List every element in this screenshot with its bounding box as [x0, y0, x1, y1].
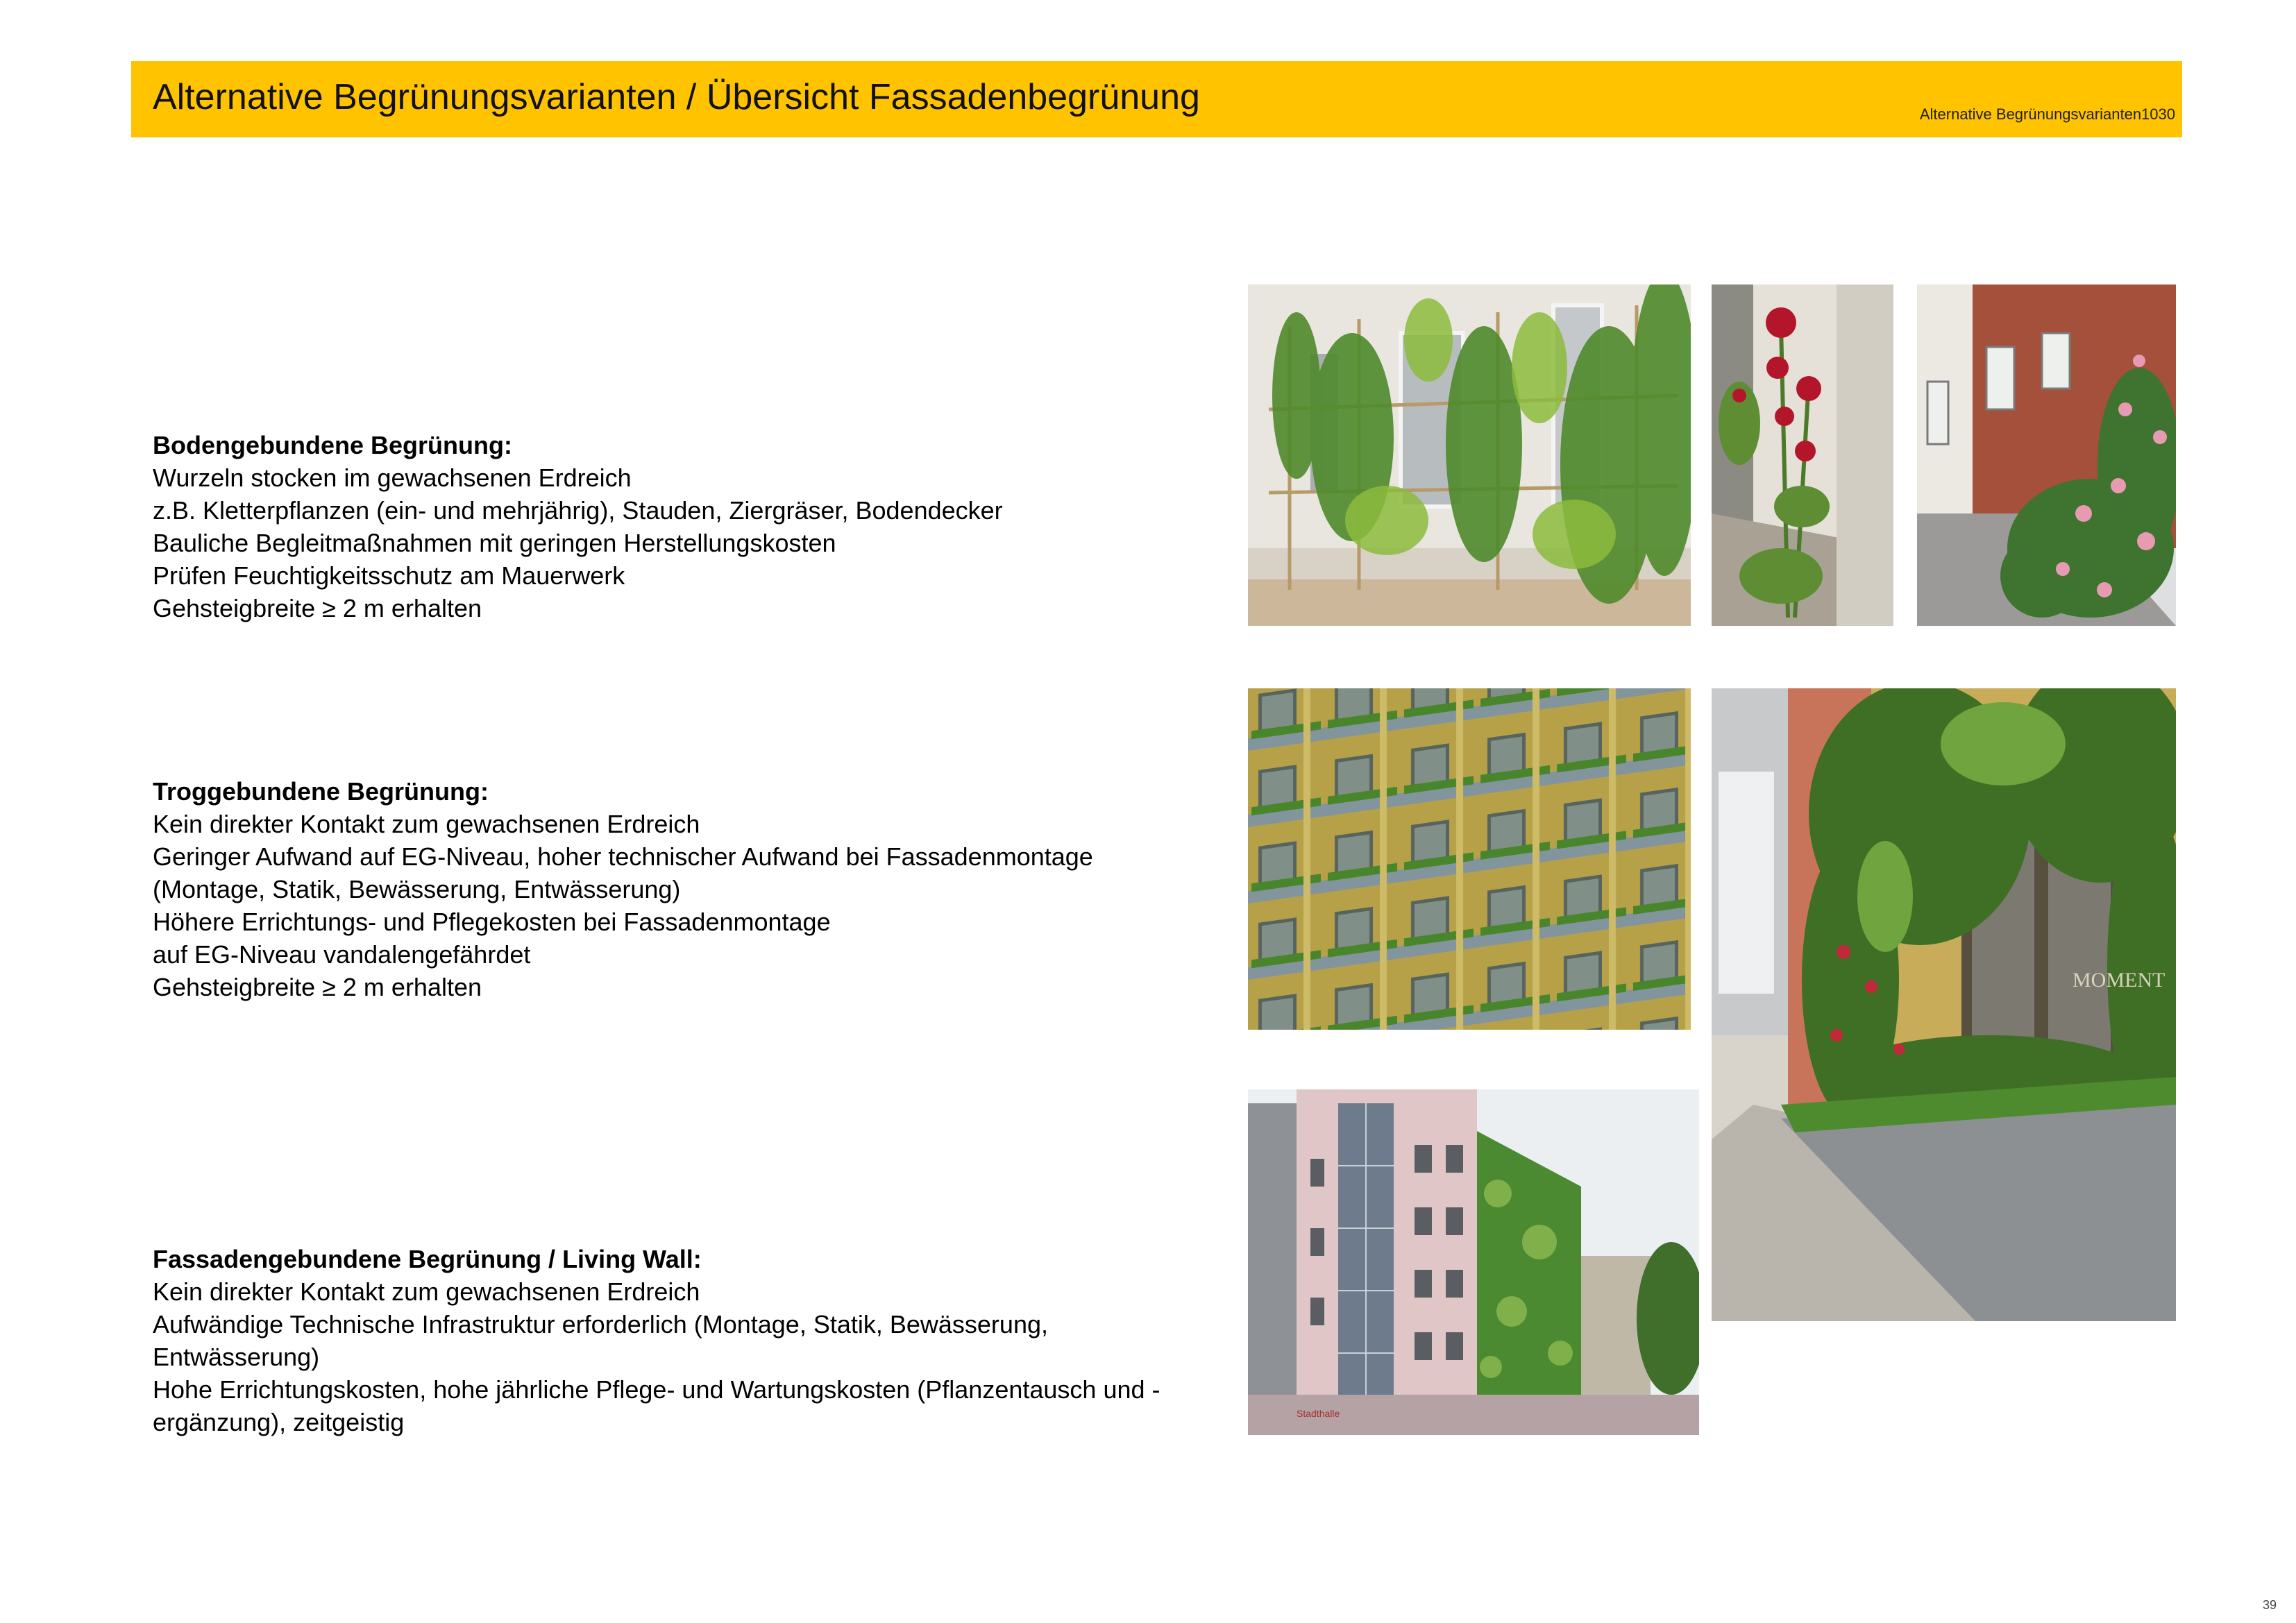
header-bar — [131, 61, 2182, 137]
photo-street-planter — [1712, 688, 2176, 1321]
section-bodengebunden — [153, 429, 1208, 624]
section-line: Gehsteigbreite ≥ 2 m erhalten — [153, 973, 482, 1001]
section-heading: Fassadengebundene Begrünung / Living Wall: — [153, 1245, 702, 1273]
section-fassadengebunden — [153, 1243, 1208, 1438]
section-line: Bauliche Begleitmaßnahmen mit geringen Herstellungskosten — [153, 529, 836, 557]
section-line: ergänzung), zeitgeistig — [153, 1408, 405, 1436]
photo-climbing-facade — [1248, 284, 1691, 626]
photo-planter-facade — [1248, 688, 1691, 1030]
page-number: 39 — [2262, 1598, 2277, 1612]
section-line: (Montage, Statik, Bewässerung, Entwässerung) — [153, 875, 681, 903]
section-line: Kein direkter Kontakt zum gewachsenen Erdreich — [153, 810, 700, 838]
shop-sign-text: Stadthalle — [1297, 1408, 1340, 1419]
section-line: Hohe Errichtungskosten, hohe jährliche Pflege- und Wartungskosten (Pflanzentausch und - — [153, 1375, 1160, 1404]
section-line: Prüfen Feuchtigkeitsschutz am Mauerwerk — [153, 561, 625, 590]
section-line: Wurzeln stocken im gewachsenen Erdreich — [153, 464, 632, 492]
section-heading: Bodengebundene Begrünung: — [153, 431, 512, 459]
section-troggebunden — [153, 775, 1208, 1003]
header-subtitle: Alternative Begrünungsvarianten1030 — [1919, 105, 2175, 123]
wall-sign-text: MOMENT — [2073, 969, 2166, 992]
section-line: z.B. Kletterpflanzen (ein- und mehrjährig), Stauden, Ziergräser, Bodendecker — [153, 496, 1003, 525]
section-line: Kein direkter Kontakt zum gewachsenen Erdreich — [153, 1277, 700, 1306]
photo-hollyhocks — [1712, 284, 1893, 626]
section-heading: Troggebundene Begrünung: — [153, 777, 489, 806]
section-line: Gehsteigbreite ≥ 2 m erhalten — [153, 594, 482, 622]
section-line: auf EG-Niveau vandalengefährdet — [153, 940, 531, 969]
section-line: Geringer Aufwand auf EG-Niveau, hoher technischer Aufwand bei Fassadenmontage — [153, 842, 1093, 871]
photo-living-wall — [1248, 1089, 1699, 1435]
page-title: Alternative Begrünungsvarianten / Übersicht Fassadenbegrünung — [153, 77, 1200, 117]
section-line: Entwässerung) — [153, 1343, 320, 1371]
section-line: Höhere Errichtungs- und Pflegekosten bei Fassadenmontage — [153, 908, 831, 936]
section-line: Aufwändige Technische Infrastruktur erforderlich (Montage, Statik, Bewässerung, — [153, 1310, 1048, 1339]
photo-brick-street — [1917, 284, 2176, 626]
